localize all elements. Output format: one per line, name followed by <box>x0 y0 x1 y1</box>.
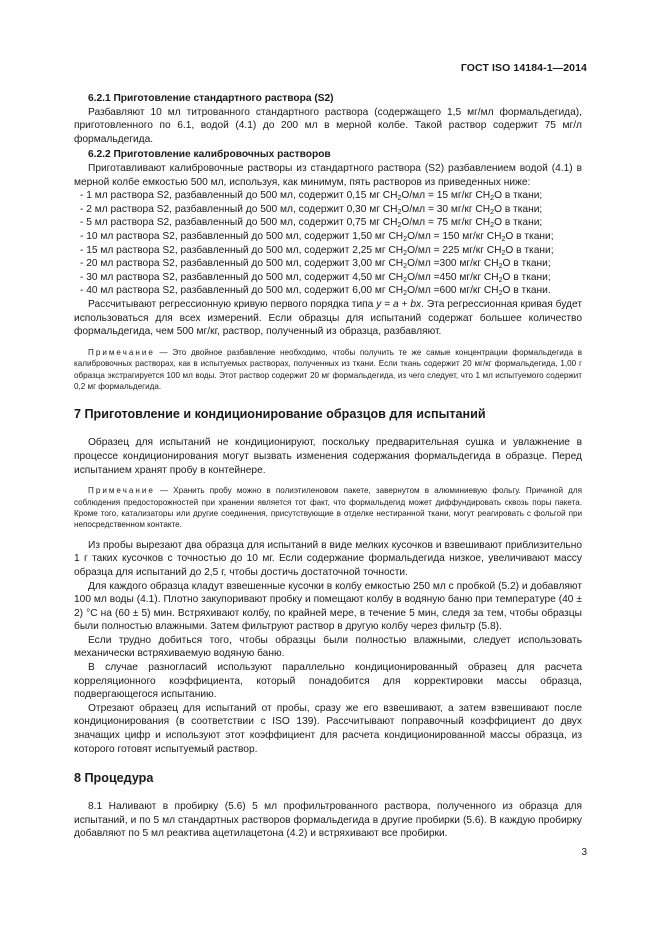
calibration-list <box>74 189 582 298</box>
page-content <box>74 92 582 841</box>
section-6-2-2-intro: Приготавливают калибровочные растворы из стандартного раствора (S2) разбавлением водой (4.1) в мерной колбе емкостью 500 мл, используя, как минимум, пять растворов из приведенных ниже: <box>74 162 582 188</box>
regression-paragraph: Рассчитывают регрессионную кривую первого порядка типа y = a + bx. Эта регрессионная кривая будет использоваться для всех измерений. Если образцы для испытаний содержат большее количество формальдегида, чем 500 мг/кг, раствор, полученный из образца, разбавляют. <box>74 298 582 338</box>
note-7: Примечание — Хранить пробу можно в полиэтиленовом пакете, завернутом в алюминиевую фольгу. Причиной для соблюдения предосторожностей при хранении является тот факт, что формальдегид может диффундировать сквозь поры пакета. Кроме того, катализаторы или другие соединения, присутствующие в отделке нестиранной ткани, могут реагировать с фольгой при непосредственном контакте. <box>74 486 582 530</box>
section-6-2-1-heading: 6.2.1 Приготовление стандартного раствора (S2) <box>88 93 334 104</box>
regression-formula: y = a + bx <box>376 298 422 310</box>
section-7-p5: В случае разногласий используют параллельно кондиционированный образец для расчета корреляционного коэффициента, который понадобится для корректировки массы образца, подвергающегося испытанию. <box>74 662 582 701</box>
list-item: - 30 мл раствора S2, разбавленный до 500 мл, содержит 4,50 мг $CH_2O/мл =450$ мг/кг $CH_2O$ в ткани; <box>80 271 551 284</box>
list-item: - 10 мл раствора S2, разбавленный до 500 мл, содержит 1,50 мг $CH_2O/мл = 150$ мг/кг $CH_2O$ в ткани; <box>80 230 554 243</box>
list-item: - 15 мл раствора S2, разбавленный до 500 мл, содержит 2,25 мг $CH_2O/мл = 225$ мг/кг $CH_2O$ в ткани; <box>80 244 554 257</box>
list-item: - 20 мл раствора S2, разбавленный до 500 мл, содержит 3,00 мг $CH_2O/мл =300$ мг/кг $CH_2O$ в ткани; <box>80 258 551 271</box>
list-item: - 5 мл раствора S2, разбавленный до 500 мл, содержит 0,75 мг $CH_2O/мл = 75$ мг/кг $CH_2O$ в ткани; <box>80 217 543 230</box>
section-8-p1: 8.1 Наливают в пробирку (5.6) 5 мл профильтрованного раствора, полученного из образца для испытаний, и по 5 мл стандартных растворов формальдегида в другие пробирки (5.6). В каждую пробирку добавляют по 5 мл реактива ацетилацетона (4.2) и встряхивают все пробирки. <box>74 801 582 840</box>
section-6-2-1-text: Разбавляют 10 мл титрованного стандартного раствора (содержащего 1,5 мг/мл формальдегида), приготовленного по 6.1, водой (4.1) до 200 мл в мерной колбе. Такой раствор содержит 75 мг/л формальдегида. <box>74 106 582 145</box>
list-item: - 2 мл раствора S2, разбавленный до 500 мл, содержит 0,30 мг $CH_2O/мл = 30$ мг/кг $CH_2O$ в ткани; <box>80 203 543 216</box>
section-7-title: 7 Приготовление и кондиционирование образцов для испытаний <box>74 407 486 422</box>
section-7-p4: Если трудно добиться того, чтобы образцы были полностью влажными, следует использовать механически встряхиваемую водяную баню. <box>74 634 582 660</box>
document-id: ГОСТ ISO 14184-1—2014 <box>460 62 587 74</box>
section-7-p6: Отрезают образец для испытаний от пробы, сразу же его взвешивают, а затем взвешивают после кондиционирования (в соответствии с ISO 139). Рассчитывают поправочный коэффициент до двух значащих цифр и используют этот коэффициент для расчета кондиционированной массы образца, из которого готовят испытуемый раствор. <box>74 702 582 755</box>
section-7-p1: Образец для испытаний не кондиционируют, поскольку предварительная сушка и увлажнение в процессе кондиционирования могут вызвать изменения содержания формальдегида в образце. Перед испытанием хранят пробу в контейнере. <box>74 437 582 476</box>
section-6-2-2-heading: 6.2.2 Приготовление калибровочных растворов <box>88 149 331 161</box>
note-6-2-2: Примечание — Это двойное разбавление необходимо, чтобы получить те же самые концентрации формальдегида в калибровочных растворах, как в испытуемых растворах, полученных из ткани. Если ткань содержит 20 мг/кг формальдегида, 1,00 г образца экстрагируется 100 мл воды. Этот раствор содержит 20 мг формальдегида, из чего следует, что 1 мл испытуемого содержит 0,2 мг формальдегида. <box>74 347 582 391</box>
section-8-title: 8 Процедура <box>74 771 154 786</box>
section-7-p2: Из пробы вырезают два образца для испытаний в виде мелких кусочков и взвешивают приблизительно 1 г таких кусочков с точностью до 10 мг. Если содержание формальдегида низкое, увеличивают массу образца для испытаний до 2,5 г, чтобы достичь достаточной точности. <box>74 539 582 578</box>
page-number: 3 <box>581 847 587 858</box>
section-7-p3: Для каждого образца кладут взвешенные кусочки в колбу емкостью 250 мл с пробкой (5.2) и добавляют 100 мл воды (4.1). Плотно закупоривают пробку и помещают колбу в водяную баню при температуре (40 ± 2) °С на (60 ± 5) мин. Встряхивают колбу, по крайней мере, в течение 5 мин, следя за тем, чтобы образцы были полностью влажными. Затем фильтруют раствор в другую колбу через фильтр (5.8). <box>74 580 582 633</box>
list-item: - 1 мл раствора S2, разбавленный до 500 мл, содержит 0,15 мг $CH_2O/мл = 15$ мг/кг $CH_2O$ в ткани; <box>80 190 543 203</box>
list-item: - 40 мл раствора S2, разбавленный до 500 мл, содержит 6,00 мг $CH_2O/мл =600$ мг/кг $CH_2O$ в ткани. <box>80 285 551 298</box>
